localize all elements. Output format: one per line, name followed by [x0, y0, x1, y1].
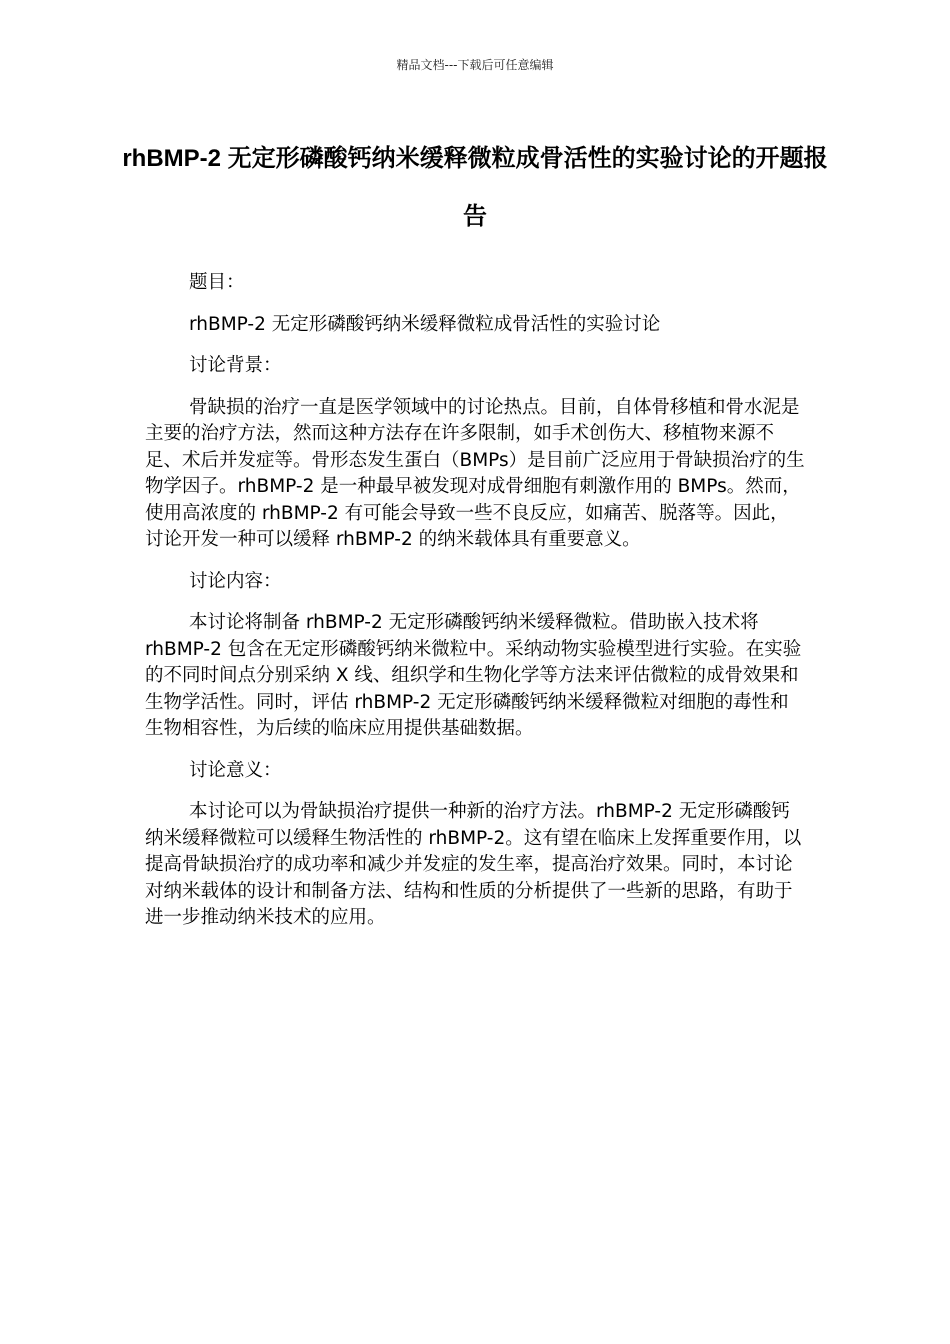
- topic-label: 题目：: [189, 272, 245, 293]
- header-note: 精品文档---下载后可任意编辑: [396, 58, 554, 72]
- content-label: 讨论内容：: [189, 570, 282, 592]
- significance-paragraph: 本讨论可以为骨缺损治疗提供一种新的治疗方法。rhBMP-2 无定形磷酸钙纳米缓释微粒可以缓释生物活性的 rhBMP-2。这有望在临床上发挥重要作用，以提高骨缺损治疗的成功率和减少并发症的发生率，提高治疗效果。同时，本讨论对纳米载体的设计和制备方法、结构和性质的分析提供了一些新的思路，有助于进一步推动纳米技术的应用。: [145, 801, 802, 928]
- background-paragraph: 骨缺损的治疗一直是医学领域中的讨论热点。目前，自体骨移植和骨水泥是主要的治疗方法，然而这种方法存在许多限制，如手术创伤大、移植物来源不足、术后并发症等。骨形态发生蛋白（BMPs）是目前广泛应用于骨缺损治疗的生物学因子。rhBMP-2 是一种最早被发现对成骨细胞有刺激作用的 BMPs。然而，使用高浓度的 rhBMP-2 有可能会导致一些不良反应，如痛苦、脱落等。因此，讨论开发一种可以缓释 rhBMP-2 的纳米载体具有重要意义。: [145, 396, 805, 550]
- document-body: [145, 270, 805, 947]
- significance-label: 讨论意义：: [189, 759, 282, 781]
- topic-text: rhBMP-2 无定形磷酸钙纳米缓释微粒成骨活性的实验讨论: [189, 313, 661, 335]
- background-label: 讨论背景：: [189, 355, 282, 376]
- content-paragraph: 本讨论将制备 rhBMP-2 无定形磷酸钙纳米缓释微粒。借助嵌入技术将 rhBMP-2 包含在无定形磷酸钙纳米微粒中。采纳动物实验模型进行实验。在实验的不同时间点分别采纳 X 线、组织学和生物化学等方法来评估微粒的成骨效果和生物学活性。同时，评估 rhBMP-2 无定形磷酸钙纳米缓释微粒对细胞的毒性和生物相容性，为后续的临床应用提供基础数据。: [145, 612, 802, 739]
- document-title: rhBMP-2 无定形磷酸钙纳米缓释微粒成骨活性的实验讨论的开题报告: [122, 145, 828, 230]
